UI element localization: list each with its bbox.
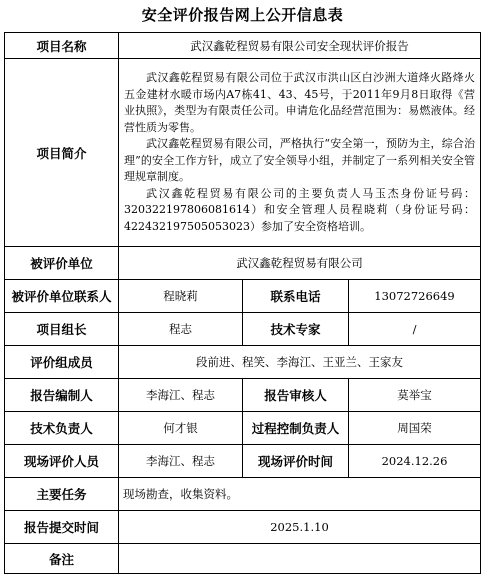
- row-contact: [5, 280, 481, 313]
- row-submit-time: [5, 511, 481, 544]
- project-name-label: 项目名称: [5, 33, 119, 59]
- contact-value: 程晓莉: [119, 280, 243, 313]
- team-members-value: 段前进、程笑、李海江、王亚兰、王家友: [119, 346, 481, 379]
- row-evaluated-unit: [5, 247, 481, 280]
- intro-paragraph-2: 武汉鑫乾程贸易有限公司，严格执行“安全第一，预防为主，综合治理”的安全工作方针，成立了安全领导小组，并制定了一系列相关安全管理规章制度。: [124, 137, 476, 183]
- main-tasks-value: 现场勘查，收集资料。: [119, 478, 481, 511]
- evaluated-unit-value: 武汉鑫乾程贸易有限公司: [119, 247, 481, 280]
- submit-time-label: 报告提交时间: [5, 511, 119, 544]
- site-eval-label: 现场评价人员: [5, 445, 119, 478]
- row-team-members: [5, 346, 481, 379]
- submit-time-value: 2025.1.10: [119, 511, 481, 544]
- tech-expert-label: 技术专家: [243, 313, 349, 346]
- remarks-label: 备注: [5, 544, 119, 574]
- site-eval-value: 李海江、程志: [119, 445, 243, 478]
- project-intro-label: 项目简介: [5, 59, 119, 247]
- remarks-value: [119, 544, 481, 574]
- project-name-value: 武汉鑫乾程贸易有限公司安全现状评价报告: [119, 33, 481, 59]
- process-control-label: 过程控制负责人: [243, 412, 349, 445]
- row-tech-lead: [5, 412, 481, 445]
- evaluated-unit-label: 被评价单位: [5, 247, 119, 280]
- row-site-eval: [5, 445, 481, 478]
- site-eval-time-value: 2024.12.26: [349, 445, 481, 478]
- page-title: 安全评价报告网上公开信息表: [141, 6, 344, 24]
- process-control-value: 周国荣: [349, 412, 481, 445]
- team-leader-value: 程志: [119, 313, 243, 346]
- row-project-name: [5, 33, 481, 59]
- phone-label: 联系电话: [243, 280, 349, 313]
- report-reviewer-value: 莫举宝: [349, 379, 481, 412]
- project-intro-text: [119, 59, 481, 247]
- row-report-writer: [5, 379, 481, 412]
- report-writer-value: 李海江、程志: [119, 379, 243, 412]
- info-table: [4, 32, 481, 574]
- report-reviewer-label: 报告审核人: [243, 379, 349, 412]
- row-project-intro: [5, 59, 481, 247]
- tech-lead-label: 技术负责人: [5, 412, 119, 445]
- intro-paragraph-1: 武汉鑫乾程贸易有限公司位于武汉市洪山区白沙洲大道烽火路烽火五金建材水暖市场内A7栋41、43、45号，于2011年9月8日取得《营业执照》，类型为有限责任公司。申请危化品经营范围为：易燃液体。经营性质为零售。: [124, 71, 476, 134]
- tech-lead-value: 何才银: [119, 412, 243, 445]
- team-leader-label: 项目组长: [5, 313, 119, 346]
- contact-label: 被评价单位联系人: [5, 280, 119, 313]
- report-writer-label: 报告编制人: [5, 379, 119, 412]
- row-remarks: [5, 544, 481, 574]
- phone-value: 13072726649: [349, 280, 481, 313]
- tech-expert-value: /: [349, 313, 481, 346]
- row-main-tasks: [5, 478, 481, 511]
- team-members-label: 评价组成员: [5, 346, 119, 379]
- main-tasks-label: 主要任务: [5, 478, 119, 511]
- row-team-leader: [5, 313, 481, 346]
- intro-paragraph-3: 武汉鑫乾程贸易有限公司的主要负责人马玉杰身份证号码：320322197806081614）和安全管理人员程晓莉（身份证号码：422432197505053023）参加了安全资格培训。: [124, 186, 476, 233]
- site-eval-time-label: 现场评价时间: [243, 445, 349, 478]
